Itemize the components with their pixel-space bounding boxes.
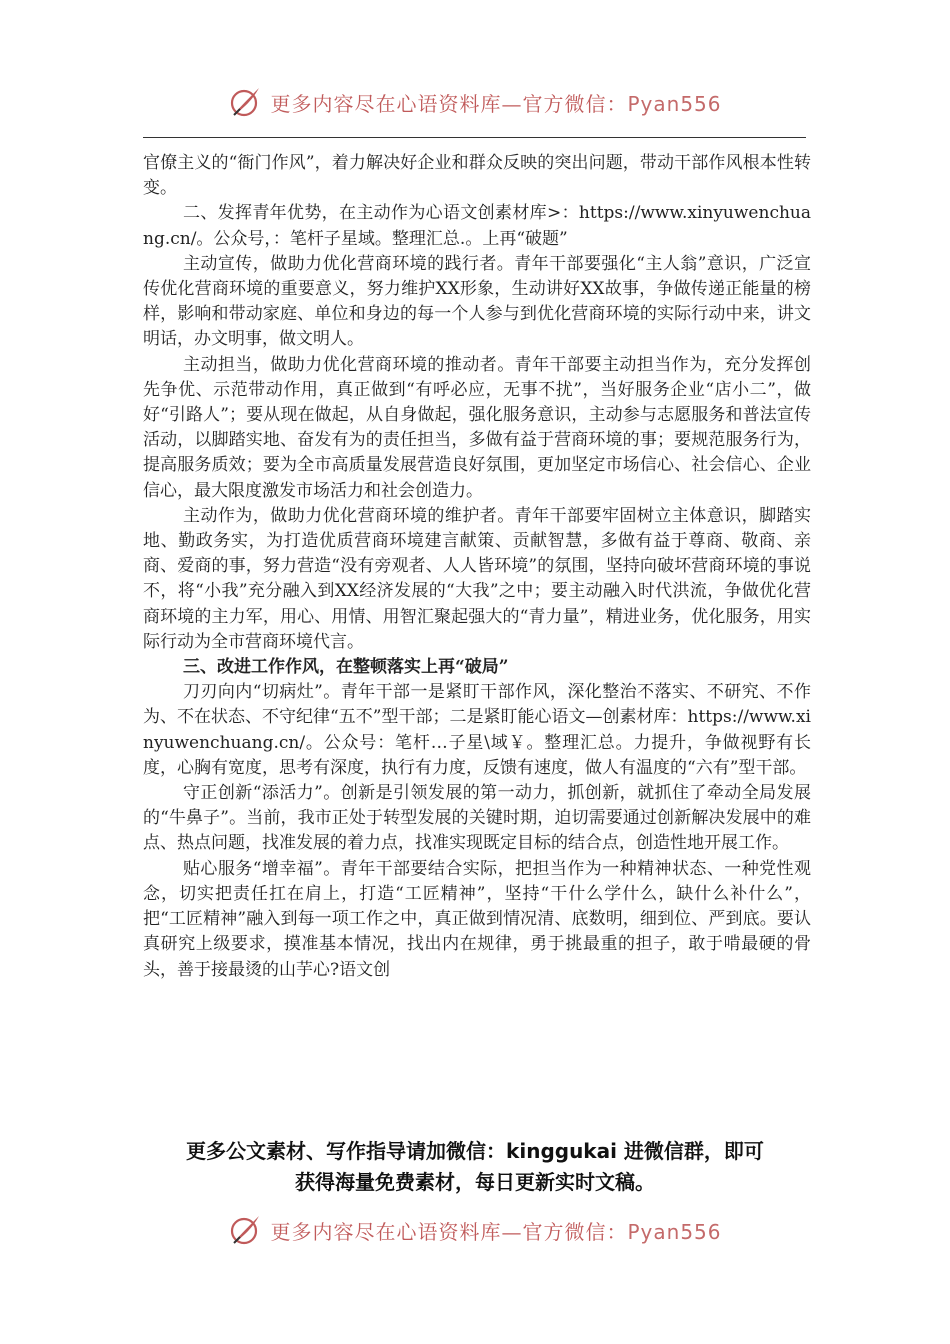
banner-inner (228, 85, 721, 119)
paragraph: 主动宣传，做助力优化营商环境的践行者。青年干部要强化“主人翁”意识，广泛宣传优化营商环境的重要意义，努力维护XX形象，生动讲好XX故事，争做传递正能量的榜样，影响和带动家庭、单位和身边的每一个人参与到优化营商环境的实际行动中来，讲文明话，办文明事，做文明人。 (143, 253, 811, 350)
document-body (143, 151, 811, 983)
paragraph: 守正创新“添活力”。创新是引领发展的第一动力，抓创新，就抓住了牵动全局发展的“牛鼻子”。当前，我市正处于转型发展的关键时期，迫切需要通过创新解决发展中的难点、热点问题，找准发展的着力点，找准实现既定目标的结合点，创造性地开展工作。 (143, 783, 811, 854)
quill-logo-icon (228, 1213, 262, 1247)
quill-logo-icon (228, 85, 262, 119)
paragraph: 贴心服务“增幸福”。青年干部要结合实际，把担当作为一种精神状态、一种党性观念，切实把责任扛在肩上，打造“工匠精神”，坚持“干什么学什么，缺什么补什么”，把“工匠精神”融入到每一项工作之中，真正做到情况清、底数明，细到位、严到底。要认真研究上级要求，摸准基本情况，找出内在规律，勇于挑最重的担子，敢于啃最硬的骨头，善于接最烫的山芋心?语文创 (143, 858, 811, 980)
banner-inner (228, 1213, 721, 1247)
banner-text: 更多内容尽在心语资料库—官方微信：Pyan556 (270, 1219, 722, 1244)
section-heading-2: 二、发挥青年优势，在主动作为心语文创素材库>：https://www.xinyuwenchuang.cn/。公众号，：笔杆子星域。整理汇总.。上再“破题” (143, 203, 811, 249)
paragraph: 主动作为，做助力优化营商环境的维护者。青年干部要牢固树立主体意识，脚踏实地、勤政务实，为打造优质营商环境建言献策、贡献智慧，多做有益于尊商、敬商、亲商、爱商的事，努力营造“没有旁观者、人人皆环境”的氛围，坚持向破坏营商环境的事说不，将“小我”充分融入到XX经济发展的“大我”之中；要主动融入时代洪流，争做优化营商环境的主力军，用心、用情、用智汇聚起强大的“青力量”，精进业务，优化服务，用实际行动为全市营商环境代言。 (143, 505, 811, 652)
wechat-id: Pyan556 (627, 1219, 722, 1244)
paragraph: 主动担当，做助力优化营商环境的推动者。青年干部要主动担当作为，充分发挥创先争优、示范带动作用，真正做到“有呼必应，无事不扰”，当好服务企业“店小二”，做好“引路人”；要从现在做起，从自身做起，强化服务意识，主动参与志愿服务和普法宣传活动，以脚踏实地、奋发有为的责任担当，多做有益于营商环境的事；要规范服务行为，提高服务质效；要为全市高质量发展营造良好氛围，更加坚定市场信心、社会信心、企业信心，最大限度激发市场活力和社会创造力。 (143, 354, 811, 501)
banner-text: 更多内容尽在心语资料库—官方微信：Pyan556 (270, 91, 722, 116)
section-heading-3: 三、改进工作作风，在整顿落实上再“破局” (183, 657, 509, 678)
wechat-id: Pyan556 (627, 91, 722, 116)
footer-banner (0, 1208, 950, 1252)
wechat-cta (120, 1136, 830, 1198)
header-banner (0, 80, 950, 124)
cta-line-1: 更多公文素材、写作指导请加微信：kinggukai 进微信群，即可 (186, 1139, 764, 1163)
header-rule (143, 137, 806, 138)
paragraph: 刀刃向内“切病灶”。青年干部一是紧盯干部作风，深化整治不落实、不研究、不作为、不在状态、不守纪律“五不”型干部；二是紧盯能心语文—创素材库：https://www.xinyuwenchuang.cn/。公众号：笔杆…子星\域￥。整理汇总。力提升，争做视野有长度，心胸有宽度，思考有深度，执行有力度，反馈有速度，做人有温度的“六有”型干部。 (143, 682, 811, 778)
paragraph-continuation: 官僚主义的“衙门作风”，着力解决好企业和群众反映的突出问题，带动干部作风根本性转变。 (143, 153, 811, 199)
cta-line-2: 获得海量免费素材，每日更新实时文稿。 (295, 1170, 655, 1194)
